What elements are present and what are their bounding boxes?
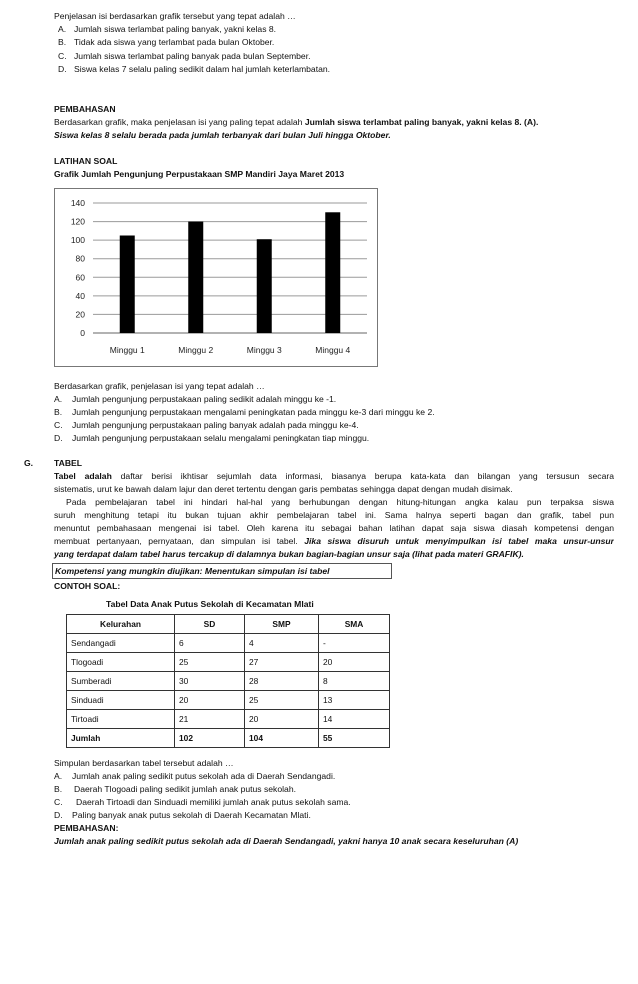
option-key: A. bbox=[54, 771, 63, 781]
cell: 30 bbox=[175, 672, 245, 691]
latihan-option-d bbox=[54, 432, 369, 445]
cell: Tlogoadi bbox=[67, 653, 175, 672]
y-tick-label: 0 bbox=[80, 328, 85, 338]
option-text: Jumlah pengunjung perpustakaan mengalami peningkatan pada minggu ke-3 dari minggu ke 2. bbox=[72, 407, 435, 417]
tabel-p2-line1: Pada pembelajaran tabel ini hindari hal-hal yang berhubungan dengan hitung-hitungan angka kalau pun terpaksa siswa bbox=[66, 497, 614, 507]
option-key: B. bbox=[54, 784, 63, 794]
x-tick-label: Minggu 4 bbox=[315, 345, 351, 355]
option-key: C. bbox=[54, 420, 63, 430]
prev-option-c bbox=[58, 50, 310, 63]
option-key: D. bbox=[54, 433, 63, 443]
header-sd: SD bbox=[175, 615, 245, 634]
cell: 4 bbox=[245, 634, 319, 653]
cell: 27 bbox=[245, 653, 319, 672]
x-tick-label: Minggu 2 bbox=[178, 345, 214, 355]
prev-pembahasan-title: PEMBAHASAN bbox=[54, 104, 116, 114]
cell: - bbox=[319, 634, 390, 653]
option-text: Jumlah pengunjung perpustakaan paling sedikit adalah minggu ke -1. bbox=[72, 394, 337, 404]
tabel-p2-line4 bbox=[54, 535, 614, 548]
y-tick-label: 40 bbox=[75, 290, 85, 301]
tabel-def-line1 bbox=[54, 470, 614, 483]
cell: 104 bbox=[245, 729, 319, 748]
contoh-option-b bbox=[54, 783, 296, 796]
header-sma: SMA bbox=[319, 615, 390, 634]
prev-option-b bbox=[58, 36, 274, 49]
option-text: Jumlah pengunjung perpustakaan selalu mengalami peningkatan tiap minggu. bbox=[72, 433, 370, 443]
cell: 20 bbox=[319, 653, 390, 672]
cell: Sinduadi bbox=[67, 691, 175, 710]
cell: 20 bbox=[175, 691, 245, 710]
option-key: B. bbox=[58, 37, 67, 47]
tabel-p2-bold: Jika siswa disuruh untuk menyimpulkan isi tabel maka unsur-unsur bbox=[304, 536, 614, 546]
prev-pembahasan-line2: Siswa kelas 8 selalu berada pada jumlah terbanyak dari bulan Juli hingga Oktober. bbox=[54, 130, 391, 140]
latihan-option-b bbox=[54, 406, 435, 419]
table-row bbox=[67, 672, 390, 691]
y-tick-label: 80 bbox=[75, 253, 85, 264]
table-row bbox=[67, 634, 390, 653]
contoh-pembahasan-text: Jumlah anak paling sedikit putus sekolah ada di Daerah Sendangadi, yakni hanya 10 anak secara keseluruhan (A) bbox=[54, 836, 519, 846]
cell: 6 bbox=[175, 634, 245, 653]
cell: Sumberadi bbox=[67, 672, 175, 691]
cell: 25 bbox=[245, 691, 319, 710]
tabel-p2-normal: membuat pertanyaan, pernyataan, dan simpulan isi tabel. bbox=[54, 536, 305, 546]
contoh-question: Simpulan berdasarkan tabel tersebut adalah … bbox=[54, 758, 234, 768]
y-tick-label: 60 bbox=[75, 272, 85, 283]
option-text: Tidak ada siswa yang terlambat pada bulan Oktober. bbox=[74, 37, 275, 47]
kompetensi-box: Kompetensi yang mungkin diujikan: Menentukan simpulan isi tabel bbox=[52, 563, 392, 579]
bar bbox=[120, 236, 135, 334]
contoh-option-c bbox=[54, 796, 351, 809]
chart-title: Grafik Jumlah Pengunjung Perpustakaan SMP Mandiri Jaya Maret 2013 bbox=[54, 169, 345, 179]
option-key: A. bbox=[58, 24, 67, 34]
option-text: Siswa kelas 7 selalu paling sedikit dalam hal jumlah keterlambatan. bbox=[74, 64, 331, 74]
contoh-option-a bbox=[54, 770, 335, 783]
x-tick-label: Minggu 1 bbox=[109, 345, 145, 355]
cell: Tirtoadi bbox=[67, 710, 175, 729]
bar bbox=[325, 212, 340, 333]
tabel-p2-line5: yang terdapat dalam tabel harus tercakup di dalamnya bukan bagian-bagian unsur saja (lihat pada materi GRAFIK). bbox=[54, 549, 524, 559]
table-row bbox=[67, 653, 390, 672]
prev-option-d bbox=[58, 63, 330, 76]
cell: 102 bbox=[175, 729, 245, 748]
tabel-def-line2: sistematis, urut ke bawah dalam lajur dan deret tertentu dengan garis pembatas sehingga dapat dengan mudah disimak. bbox=[54, 484, 513, 494]
table-header-row bbox=[67, 615, 390, 634]
bar-chart bbox=[54, 188, 378, 367]
option-key: C. bbox=[58, 51, 67, 61]
y-tick-label: 20 bbox=[75, 309, 85, 320]
option-text: Jumlah siswa terlambat paling banyak pada bulan September. bbox=[74, 51, 311, 61]
prev-pembahasan-line1 bbox=[54, 116, 614, 129]
y-tick-label: 100 bbox=[70, 235, 85, 246]
section-title: TABEL bbox=[54, 458, 83, 468]
y-tick-label: 140 bbox=[70, 198, 85, 208]
tabel-def-rest: daftar berisi ikhtisar sejumlah data informasi, biasanya berupa kata-kata dan bilangan yang tersusun secara bbox=[111, 471, 614, 481]
cell: 20 bbox=[245, 710, 319, 729]
option-text: Jumlah anak paling sedikit putus sekolah ada di Daerah Sendangadi. bbox=[72, 771, 336, 781]
cell: 28 bbox=[245, 672, 319, 691]
pembahasan-normal: Berdasarkan grafik, maka penjelasan isi yang paling tepat adalah bbox=[54, 117, 305, 127]
table-title: Tabel Data Anak Putus Sekolah di Kecamatan Mlati bbox=[106, 599, 314, 609]
cell: 14 bbox=[319, 710, 390, 729]
option-key: D. bbox=[58, 64, 67, 74]
option-key: C. bbox=[54, 797, 63, 807]
contoh-soal-title: CONTOH SOAL: bbox=[54, 581, 121, 591]
header-kelurahan: Kelurahan bbox=[67, 615, 175, 634]
section-letter: G. bbox=[24, 458, 34, 468]
option-text: Daerah Tlogoadi paling sedikit jumlah anak putus sekolah. bbox=[74, 784, 296, 794]
header-smp: SMP bbox=[245, 615, 319, 634]
table-row bbox=[67, 691, 390, 710]
option-key: A. bbox=[54, 394, 63, 404]
option-text: Jumlah siswa terlambat paling banyak, yakni kelas 8. bbox=[74, 24, 277, 34]
cell: 21 bbox=[175, 710, 245, 729]
cell: Jumlah bbox=[67, 729, 175, 748]
x-tick-label: Minggu 3 bbox=[246, 345, 282, 355]
contoh-option-d bbox=[54, 809, 311, 822]
option-text: Paling banyak anak putus sekolah di Daerah Kecamatan Mlati. bbox=[72, 810, 311, 820]
latihan-title: LATIHAN SOAL bbox=[54, 156, 118, 166]
prev-option-a bbox=[58, 23, 276, 36]
contoh-pembahasan-title: PEMBAHASAN: bbox=[54, 823, 119, 833]
bar-chart-svg bbox=[55, 189, 377, 366]
prev-question: Penjelasan isi berdasarkan grafik tersebut yang tepat adalah … bbox=[54, 11, 296, 21]
cell: Sendangadi bbox=[67, 634, 175, 653]
cell: 25 bbox=[175, 653, 245, 672]
cell: 55 bbox=[319, 729, 390, 748]
tabel-p2-line3: menuntut pembahasaan mengenai isi tabel. Oleh karena itu sebagai bahan latihan dapat saja siswa diasah kompetensi dengan bbox=[54, 523, 614, 533]
data-table bbox=[66, 614, 390, 748]
tabel-def-bold: Tabel adalah bbox=[54, 471, 112, 481]
table-total-row bbox=[67, 729, 390, 748]
latihan-question: Berdasarkan grafik, penjelasan isi yang tepat adalah … bbox=[54, 381, 265, 391]
latihan-option-a bbox=[54, 393, 336, 406]
option-text: Daerah Tirtoadi dan Sinduadi memiliki jumlah anak putus sekolah sama. bbox=[76, 797, 351, 807]
bar bbox=[257, 239, 272, 333]
latihan-option-c bbox=[54, 419, 359, 432]
cell: 13 bbox=[319, 691, 390, 710]
bar bbox=[188, 222, 203, 333]
cell: 8 bbox=[319, 672, 390, 691]
y-tick-label: 120 bbox=[70, 216, 85, 227]
table-row bbox=[67, 710, 390, 729]
option-key: D. bbox=[54, 810, 63, 820]
pembahasan-bold: Jumlah siswa terlambat paling banyak, yakni kelas 8. (A). bbox=[304, 117, 539, 127]
option-key: B. bbox=[54, 407, 63, 417]
option-text: Jumlah pengunjung perpustakaan paling banyak adalah pada minggu ke-4. bbox=[72, 420, 359, 430]
tabel-p2-line2: suruh menghitung tetapi itu bukan tujuan akhir pembelajaran tabel ini. Sama halnya seperti bagan dan grafik, tabel pun bbox=[54, 510, 614, 520]
